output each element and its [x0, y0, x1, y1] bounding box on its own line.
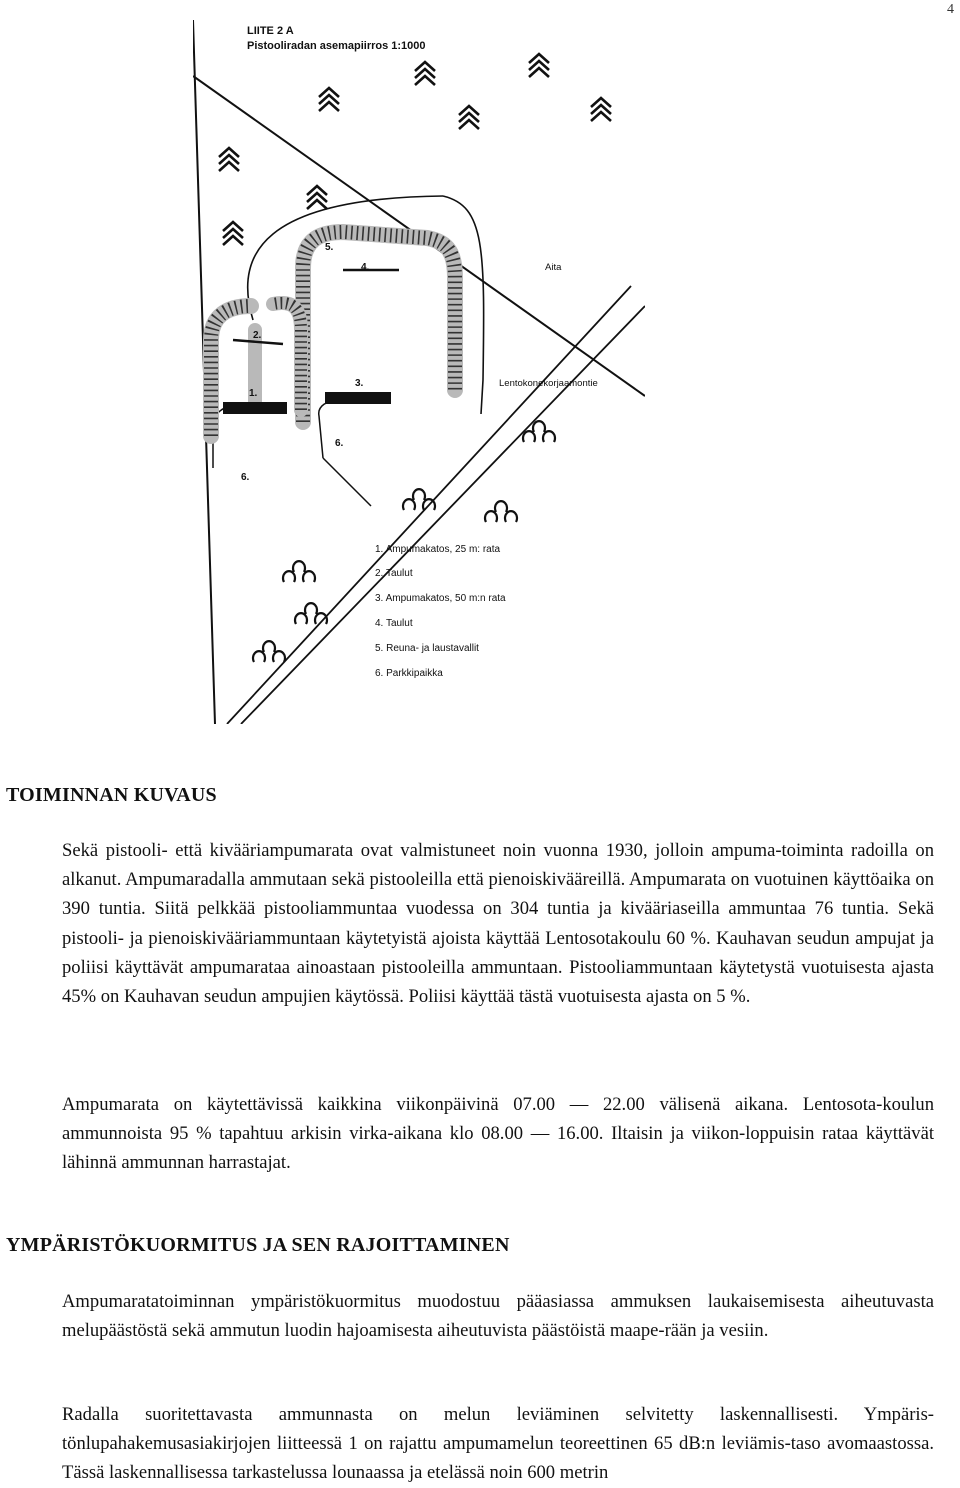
conifer-tree-icon	[319, 88, 339, 111]
section-heading-ymparistokuormitus: YMPÄRISTÖKUORMITUS JA SEN RAJOITTAMINEN	[6, 1234, 510, 1256]
area-label-6a: 6.	[335, 438, 344, 449]
road-label: Lentokonekorjaamontie	[499, 378, 598, 389]
conifer-tree-icon	[529, 54, 549, 77]
conifer-tree-icon	[223, 222, 243, 245]
map-scale-title: Pistooliradan asemapiirros 1:1000	[247, 40, 426, 52]
body-paragraph: Radalla suoritettavasta ammunnasta on melun leviäminen selvitetty laskennallisesti. Ympäris-tönlupahakemusasiakirjojen liitteessä 1 on rajattu ampumamelun teoreettinen 65 dB:n leviämis-taso avomaastossa. Tässä laskennallisessa tarkastelussa lounaassa ja etelässä noin 600 metrin	[62, 1404, 934, 1484]
section-heading-toiminnan-kuvaus: TOIMINNAN KUVAUS	[6, 784, 217, 806]
conifer-tree-icon	[459, 106, 479, 129]
conifer-tree-icon	[415, 62, 435, 85]
body-paragraph: Ampumaratatoiminnan ympäristökuormitus muodostuu pääasiassa ammuksen laukaisemisesta aiheutuvasta melupäästöstä sekä ammutun luodin hajoamisesta aiheutuvista päästöistä maape-rään ja vesiin.	[62, 1291, 934, 1342]
deciduous-tree-icon	[283, 561, 315, 582]
fence-label: Aita	[545, 262, 562, 273]
page-number: 4	[947, 2, 954, 17]
legend-item: 4. Taulut	[375, 618, 413, 629]
legend-item: 2. Taulut	[375, 568, 413, 579]
parking-outline-right	[319, 400, 389, 458]
area-label-1: 1.	[249, 388, 258, 399]
legend-item: 3. Ampumakatos, 50 m:n rata	[375, 593, 506, 604]
firing-shed-25m	[223, 402, 287, 414]
site-plan-map	[193, 18, 645, 724]
body-paragraph: Ampumarata on käytettävissä kaikkina viikonpäivinä 07.00 — 22.00 välisenä aikana. Lentosota-koulun ammunnoista 95 % tapahtuu arkisin virka-aikana klo 08.00 — 16.00. Iltaisin ja viikon-loppuisin rataa käyttävät lähinnä ammunnan harrastajat.	[62, 1094, 934, 1174]
legend-item: 6. Parkkipaikka	[375, 668, 443, 679]
parking-outline-diagonal	[323, 458, 371, 506]
legend-item: 5. Reuna- ja laustavallit	[375, 643, 479, 654]
berm-middle	[273, 303, 301, 410]
conifer-tree-icon	[307, 186, 327, 209]
area-label-6b: 6.	[241, 472, 250, 483]
deciduous-tree-icon	[485, 501, 517, 522]
map-title: LIITE 2 A	[247, 25, 294, 37]
conifer-tree-icon	[219, 148, 239, 171]
deciduous-tree-icon	[253, 641, 285, 662]
area-label-3: 3.	[355, 378, 364, 389]
firing-shed-50m	[325, 392, 391, 404]
conifer-tree-icon	[591, 98, 611, 121]
body-paragraph: Sekä pistooli- että kivääriampumarata ovat valmistuneet noin vuonna 1930, jolloin ampuma-toiminta radoilla on alkanut. Ampumaradalla ammutaan sekä pistooleilla että pienoiskivääreillä. Ampumarata on vuotuinen käyttöaika on 390 tuntia. Siitä pelkkää pistooliammuntaa vuodessa on 304 tuntia ja kivääriaseilla ammuntaa 76 tuntia. Sekä pistooli- ja pienoiskivääriammuntaan käytetyistä ajoista käyttää Lentosotakoulu 60 %. Kauhavan seudun ampujat ja poliisi käyttävät ampumarataa ainoastaan pistooleilla ammuntaan. Pistooliammuntaan käytetystä vuotuisesta ajasta 45% on Kauhavan seudun ampujien käytössä. Poliisi käyttää tästä vuotuisesta ajasta on 5 %.	[62, 840, 934, 1008]
area-label-2: 2.	[253, 330, 262, 341]
road-edge-north	[227, 286, 631, 724]
area-label-4: 4.	[361, 262, 370, 273]
legend-item: 1. Ampumakatos, 25 m: rata	[375, 544, 501, 555]
deciduous-tree-icon	[403, 489, 435, 510]
area-label-5: 5.	[325, 242, 334, 253]
deciduous-tree-icon	[523, 421, 555, 442]
